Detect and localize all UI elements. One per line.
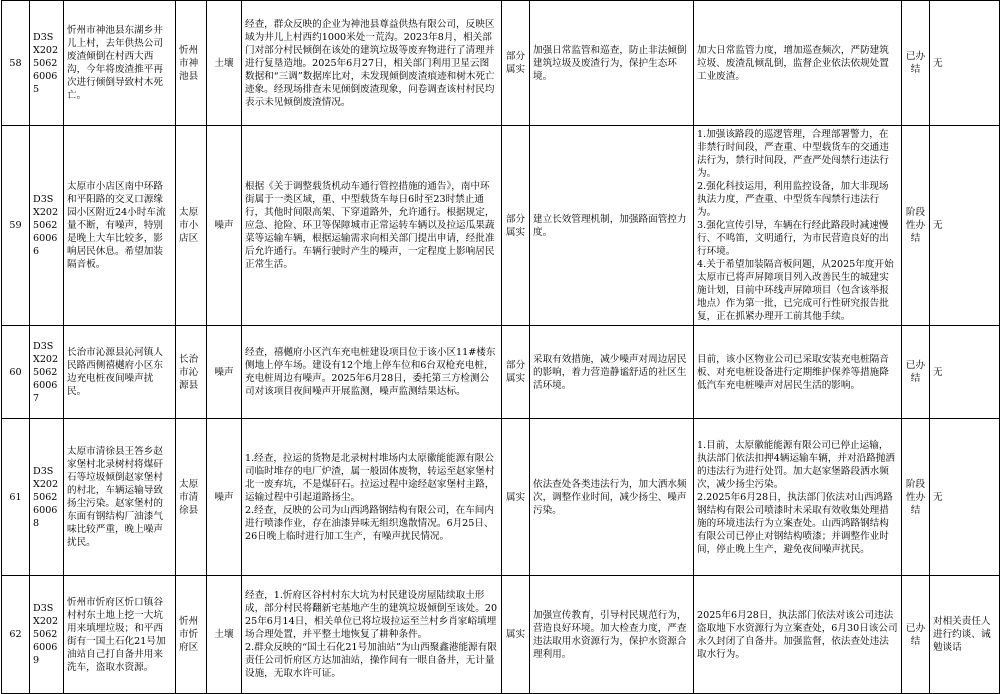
handling-result: 1.加强该路段的巡逻管理，合理部署警力，在非禁行时间段，严查重、中型载货车的交通违法行为，禁行时间段，严查严处闯禁行违法行为。 2.强化科技运用，利用监控设备，加大非现场执法力度，严查重、中型货车闯禁行违法行为。 3.强化宣传引导，车辆在行经此路段时减速慢行、不鸣笛，文明通行，为市民营造良好的出行环境。 4.关于希望加装隔音板问题，从2025年度开始太原市已将声屏障项目列入改善民生的城建实施计划，目前中环线声屏障项目（包含该举报地点）作为第一批，已完成可行性研究报告批复，正在抓紧办理开工前其他手续。 xyxy=(694,126,902,326)
investigation-result: 经查，禧樾府小区汽车充电桩建设项目位于该小区11#楼东侧地上停车场。建设有12个地上停车位和6台双枪充电桩，充电桩周边有噪声。2025年6月28日，委托第三方检测公司对该项目夜间噪声开展监测，噪声监测结果达标。 xyxy=(242,326,502,419)
row-number: 58 xyxy=(2,1,30,126)
completion-status: 已办结 xyxy=(902,1,930,126)
verification-status: 属实 xyxy=(502,576,530,694)
investigation-result: 根据《关于调整载货机动车通行管控措施的通告》，南中环街属于一类区域，重、中型载货车每日6时至23时禁止通行，其他时间限高架、下穿道路外，允许通行。根据规定，应急、抢险、环卫等保障城市正常运转车辆以及拉运瓜果蔬菜等运输车辆，根据运输需求向相关部门提出申请，经批准后允许通行。车辆行驶时产生的噪声，一定程度上影响居民正常生活。 xyxy=(242,126,502,326)
case-code: D3SX202506260066 xyxy=(30,126,64,326)
table-row xyxy=(2,1,1000,126)
handling-result: 1.目前，太原徽能能源有限公司已停止运输，执法部门依法扣押4辆运输车辆，并对沿路抛洒的违法行为进行处罚。加大赵家堡路段洒水频次，减少扬尘污染。 2.2025年6月28日，执法部门依法对山西鸿路钢结构有限公司喷漆时未采取有效收集处理措施的环境违法行为立案查处。山西鸿路钢结构有限公司已停止对钢结构喷漆；并调整作业时间，停止晚上生产，避免夜间噪声扰民。 xyxy=(694,419,902,576)
handling-plan: 加强日常监管和巡查，防止非法倾倒建筑垃圾及废渣行为，保护生态环境。 xyxy=(530,1,694,126)
pollution-type: 土壤 xyxy=(207,576,242,694)
district: 太原市小店区 xyxy=(176,126,207,326)
handling-result: 2025年6月28日，执法部门依法对该公司违法盗取地下水资源行为立案查处，6月30日该公司永久封闭了自备井。加强监督，依法查处违法取水行为。 xyxy=(694,576,902,694)
pollution-type: 噪声 xyxy=(207,419,242,576)
investigation-result: 经查，群众反映的企业为神池县尊益供热有限公司，反映区域为井儿上村西约1000米处一荒沟。2023年8月，相关部门对部分村民倾倒在该处的建筑垃圾等废弃物进行了清理并进行复垦造地。2025年6月27日，相关部门利用卫星云图数据和“三调”数据库比对，未发现倾倒废渣痕迹和树木死亡迹象。经现场排查未见倾倒废渣现象，问卷调查该村村民均表示未见倾倒废渣情况。 xyxy=(242,1,502,126)
pollution-type: 噪声 xyxy=(207,326,242,419)
table-body xyxy=(2,1,1000,694)
investigation-result: 1.经查，拉运的货物是北录树村堆场内太原徽能能源有限公司临时堆存的电厂炉渣，属一般固体废物，转运至赵家堡村北一废弃坑，不是煤矸石。拉运过程中途经赵家堡村主路，运输过程中引起道路扬尘。 2.经查，反映的公司为山西鸿路钢结构有限公司，在车间内进行喷漆作业，存在油漆异味无组织逸散情况。6月25日、26日晚上临时进行加工生产，有噪声扰民情况。 xyxy=(242,419,502,576)
handling-plan: 采取有效措施，减少噪声对周边居民的影响，着力营造静谧舒适的社区生活环境。 xyxy=(530,326,694,419)
row-number: 60 xyxy=(2,326,30,419)
district: 太原市清徐县 xyxy=(176,419,207,576)
table-row xyxy=(2,326,1000,419)
handling-plan: 依法查处各类违法行为，加大洒水频次，调整作业时间，减少扬尘、噪声污染。 xyxy=(530,419,694,576)
accountability: 对相关责任人进行约谈、诫勉谈话 xyxy=(930,576,1000,694)
case-code: D3SX202506260068 xyxy=(30,419,64,576)
case-code: D3SX202506260067 xyxy=(30,326,64,419)
accountability: 无 xyxy=(930,1,1000,126)
reported-issue: 忻州市神池县东湖乡井儿上村，去年供热公司废渣倾倒在村西大西沟，今年将废渣推平再次进行倾倒导致村木死亡。 xyxy=(64,1,176,126)
completion-status: 已办结 xyxy=(902,326,930,419)
completion-status: 阶段性办结 xyxy=(902,126,930,326)
accountability: 无 xyxy=(930,326,1000,419)
completion-status: 阶段性办结 xyxy=(902,419,930,576)
rectification-table xyxy=(1,0,1000,694)
handling-result: 加大日常监管力度，增加巡查频次，严防建筑垃圾、废渣乱倾乱倒，监督企业依法依规处置工业废渣。 xyxy=(694,1,902,126)
completion-status: 已办结 xyxy=(902,576,930,694)
accountability: 无 xyxy=(930,419,1000,576)
pollution-type: 土壤 xyxy=(207,1,242,126)
verification-status: 部分属实 xyxy=(502,1,530,126)
handling-plan: 加强宣传教育，引导村民规范行为，营造良好环境。加大检查力度，严查违法取用水资源行为，保护水资源合理利用。 xyxy=(530,576,694,694)
table-row xyxy=(2,419,1000,576)
verification-status: 属实 xyxy=(502,419,530,576)
verification-status: 部分属实 xyxy=(502,326,530,419)
verification-status: 部分属实 xyxy=(502,126,530,326)
handling-plan: 建立长效管理机制，加强路面管控力度。 xyxy=(530,126,694,326)
row-number: 61 xyxy=(2,419,30,576)
district: 忻州市忻府区 xyxy=(176,576,207,694)
reported-issue: 长治市沁源县沁河镇人民路西侧禧樾府小区东边充电桩夜间噪声扰民。 xyxy=(64,326,176,419)
pollution-type: 噪声 xyxy=(207,126,242,326)
accountability: 无 xyxy=(930,126,1000,326)
row-number: 59 xyxy=(2,126,30,326)
reported-issue: 太原市清徐县王答乡赵家堡村北录树村将煤矸石等垃圾倾倒赵家堡村的村北，车辆运输导致扬尘污染。赵家堡村的东面有钢结构厂油漆气味比较严重，晚上噪声扰民。 xyxy=(64,419,176,576)
table-row xyxy=(2,126,1000,326)
investigation-result: 经查，1.忻府区谷村村东大坑为村民建设房屋陆续取土形成，部分村民将翻新宅基地产生的建筑垃圾倾倒至该处。2025年6月14日，相关单位已将垃圾拉运至兰村乡肖家峪填埋场合理处置，并平整土地恢复了耕种条件。 2.群众反映的“国土石化21号加油站”为山西聚鑫港能源有限责任公司忻府区方达加油站，操作间有一眼自备井，无计量设施，无取水许可证。 xyxy=(242,576,502,694)
reported-issue: 太原市小店区南中环路和平阳路的交叉口源缘园小区附近24小时车流量不断，有噪声，特别是晚上大车比较多，影响居民休息。希望加装隔音板。 xyxy=(64,126,176,326)
district: 长治市沁源县 xyxy=(176,326,207,419)
case-code: D3SX202506260069 xyxy=(30,576,64,694)
district: 忻州市神池县 xyxy=(176,1,207,126)
handling-result: 目前，该小区物业公司已采取安装充电桩隔音板、对充电桩设备进行定期维护保养等措施降低汽车充电桩噪声对居民生活的影响。 xyxy=(694,326,902,419)
row-number: 62 xyxy=(2,576,30,694)
table-row xyxy=(2,576,1000,694)
reported-issue: 忻州市忻府区忻口镇谷村村东土地上挖一大坑用来填埋垃圾；和平西街有一国土石化21号加油站自己打自备井用来洗车，盗取水资源。 xyxy=(64,576,176,694)
case-code: D3SX202506260065 xyxy=(30,1,64,126)
